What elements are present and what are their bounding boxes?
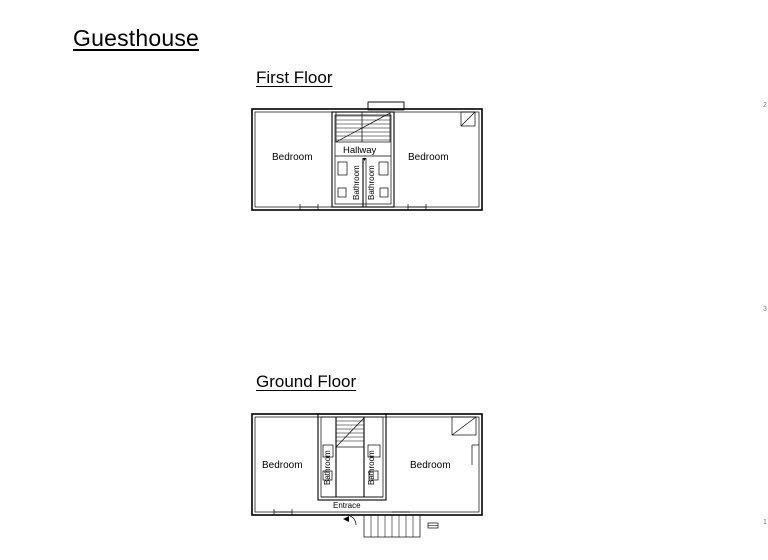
edge-mark-2: 3: [763, 306, 767, 313]
ground-floor-entrance-label: Entrace: [333, 501, 361, 510]
ground-floor-bedroom-left-label: Bedroom: [262, 460, 303, 471]
edge-mark-3: 1: [763, 519, 767, 526]
first-floor-bathroom-left-label: Bathroom: [352, 165, 361, 200]
first-floor-plan: [240, 100, 500, 220]
ground-floor-bedroom-right-label: Bedroom: [410, 460, 451, 471]
ground-floor-heading: Ground Floor: [256, 372, 357, 391]
edge-mark-1: 2: [763, 102, 767, 109]
first-floor-bedroom-right-label: Bedroom: [408, 152, 449, 163]
first-floor-bathroom-right-label: Bathroom: [367, 165, 376, 200]
page-title: Guesthouse: [73, 25, 200, 51]
first-floor-heading: First Floor: [256, 68, 333, 87]
ground-floor-plan: [240, 405, 500, 545]
first-floor-hallway-label: Hallway: [343, 145, 377, 156]
ground-floor-bathroom-left-label: Bathroom: [323, 450, 332, 485]
ground-floor-bathroom-right-label: Bathroom: [367, 450, 376, 485]
first-floor-bedroom-left-label: Bedroom: [272, 152, 313, 163]
